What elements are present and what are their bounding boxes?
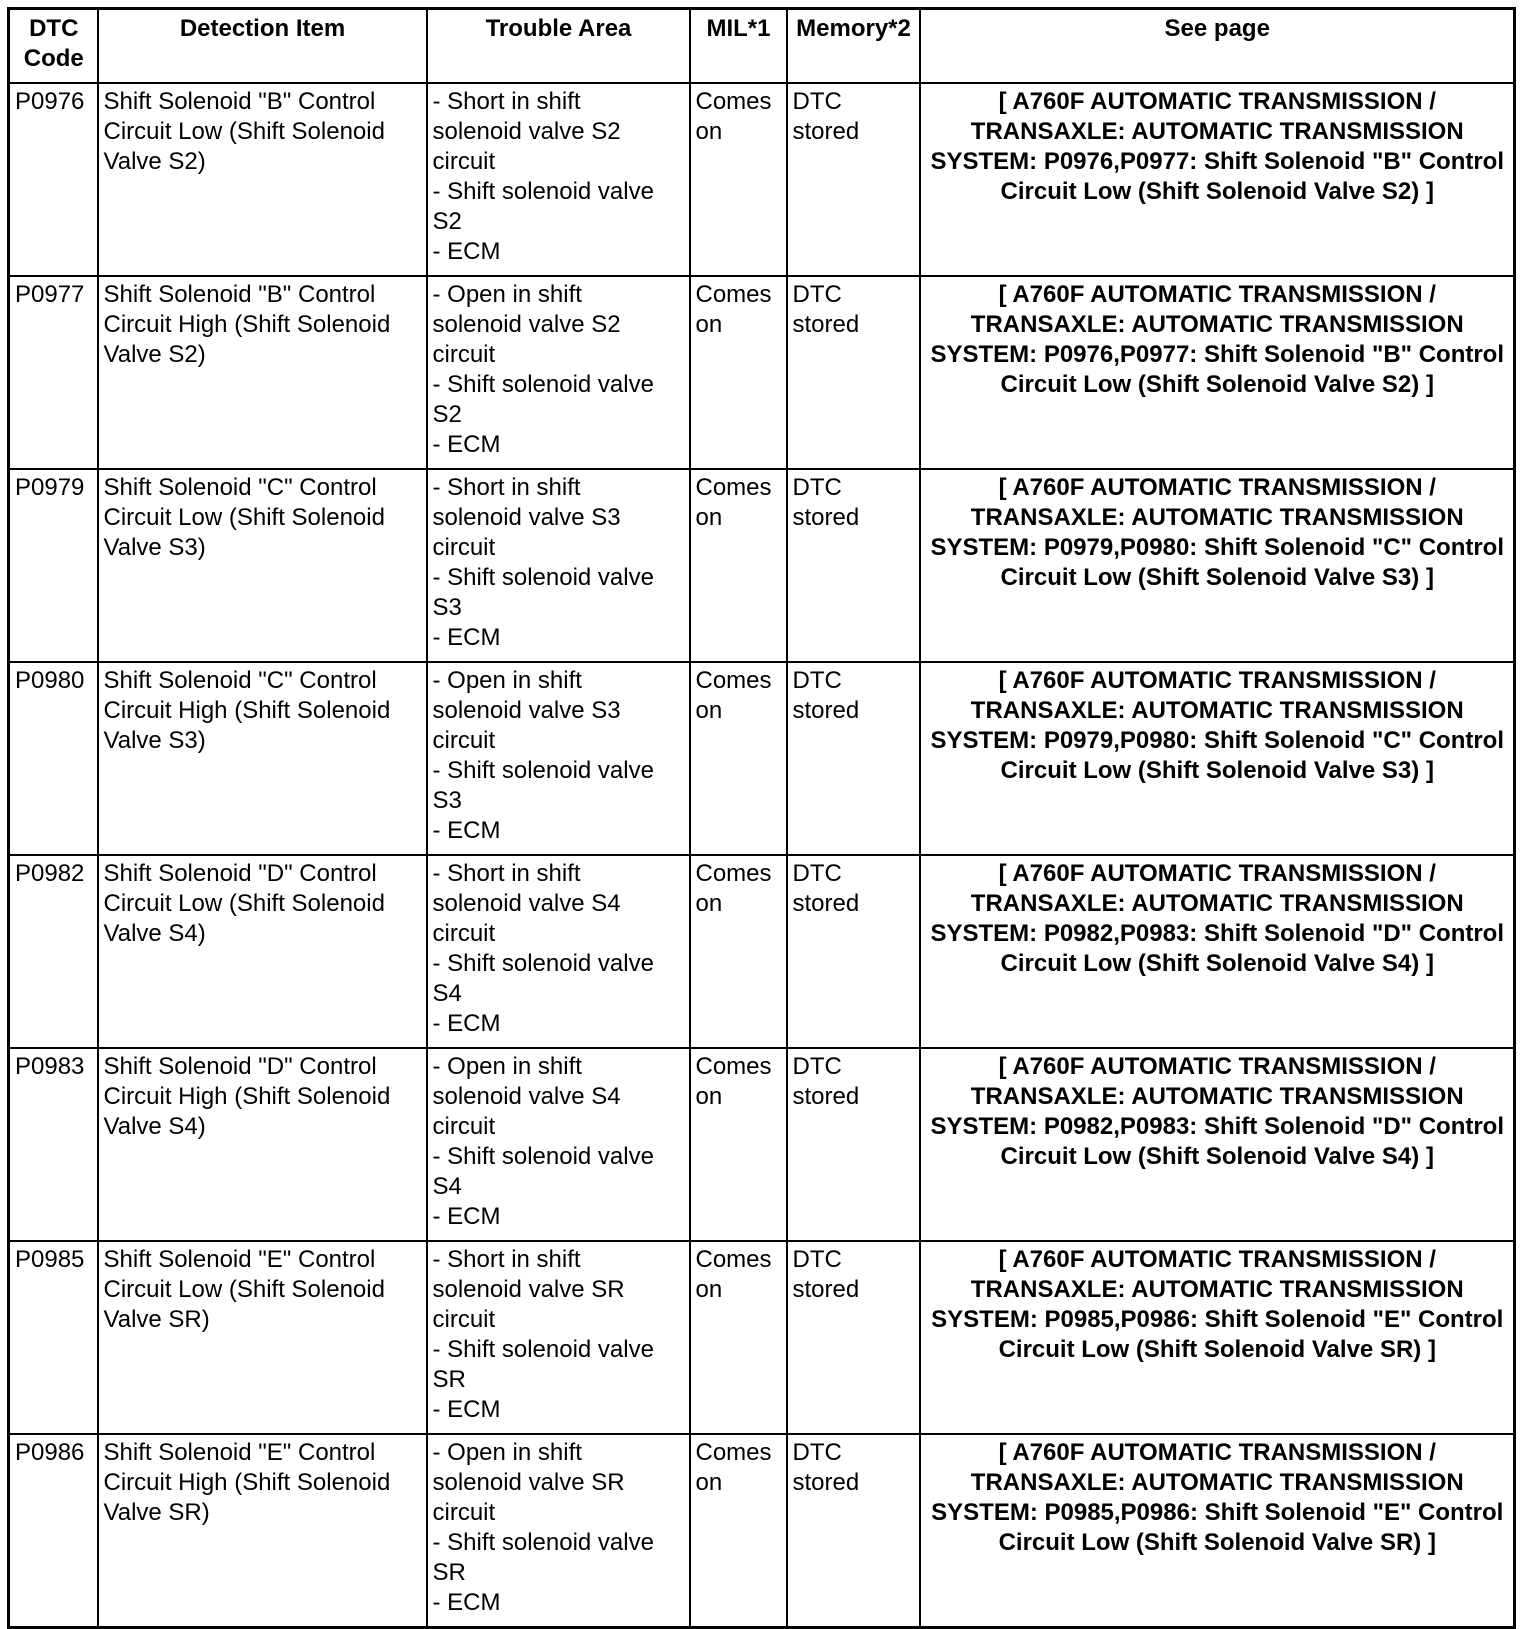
trouble-area-line: - Open in shift bbox=[432, 1439, 582, 1466]
trouble-area-line: solenoid valve S3 bbox=[432, 504, 621, 531]
header-trouble-area: Trouble Area bbox=[427, 9, 690, 84]
trouble-area-line: - ECM bbox=[432, 1203, 501, 1230]
trouble-area-line: - Short in shift bbox=[432, 474, 581, 501]
trouble-area-line: - Shift solenoid valve bbox=[432, 950, 654, 977]
see-page-link: [ A760F AUTOMATIC TRANSMISSION / TRANSAXLE: AUTOMATIC TRANSMISSION SYSTEM: P0976,P0977: Shift Solenoid "B" Control Circuit Low (Shift Solenoid Valve S2) ] bbox=[920, 276, 1515, 469]
header-mil: MIL*1 bbox=[690, 9, 787, 84]
mil-cell: Comes on bbox=[690, 855, 787, 1048]
trouble-area-line: S2 bbox=[432, 401, 462, 428]
memory-cell: DTC stored bbox=[787, 276, 920, 469]
dtc-code-cell: P0986 bbox=[9, 1434, 98, 1627]
see-page-link: [ A760F AUTOMATIC TRANSMISSION / TRANSAXLE: AUTOMATIC TRANSMISSION SYSTEM: P0985,P0986: Shift Solenoid "E" Control Circuit Low (Shift Solenoid Valve SR) ] bbox=[920, 1241, 1515, 1434]
trouble-area-line: solenoid valve SR bbox=[432, 1469, 625, 1496]
dtc-table bbox=[7, 7, 1516, 1629]
header-detection-item: Detection Item bbox=[98, 9, 427, 84]
dtc-code-cell: P0976 bbox=[9, 83, 98, 276]
mil-cell: Comes on bbox=[690, 276, 787, 469]
trouble-area-line: - Shift solenoid valve bbox=[432, 564, 654, 591]
trouble-area-line: - Short in shift bbox=[432, 88, 581, 115]
trouble-area-line: - Shift solenoid valve bbox=[432, 178, 654, 205]
trouble-area-line: circuit bbox=[432, 1113, 496, 1140]
trouble-area-line: - Short in shift bbox=[432, 1246, 581, 1273]
detection-item-cell: Shift Solenoid "C" Control Circuit High (Shift Solenoid Valve S3) bbox=[98, 662, 427, 855]
trouble-area-line: S4 bbox=[432, 1173, 462, 1200]
trouble-area-line: S3 bbox=[432, 787, 462, 814]
trouble-area-line: solenoid valve S2 bbox=[432, 118, 621, 145]
trouble-area-line: circuit bbox=[432, 727, 496, 754]
mil-cell: Comes on bbox=[690, 662, 787, 855]
header-memory: Memory*2 bbox=[787, 9, 920, 84]
see-page-link: [ A760F AUTOMATIC TRANSMISSION / TRANSAXLE: AUTOMATIC TRANSMISSION SYSTEM: P0976,P0977: Shift Solenoid "B" Control Circuit Low (Shift Solenoid Valve S2) ] bbox=[920, 83, 1515, 276]
trouble-area-line: S2 bbox=[432, 208, 462, 235]
trouble-area-line: - Shift solenoid valve bbox=[432, 1529, 654, 1556]
trouble-area-line: S3 bbox=[432, 594, 462, 621]
trouble-area-line: - ECM bbox=[432, 624, 501, 651]
trouble-area-line: SR bbox=[432, 1559, 466, 1586]
dtc-code-cell: P0980 bbox=[9, 662, 98, 855]
trouble-area-line: - Shift solenoid valve bbox=[432, 1143, 654, 1170]
trouble-area-line: solenoid valve S4 bbox=[432, 1083, 621, 1110]
dtc-code-cell: P0977 bbox=[9, 276, 98, 469]
trouble-area-cell bbox=[427, 1434, 690, 1627]
trouble-area-line: circuit bbox=[432, 341, 496, 368]
see-page-link: [ A760F AUTOMATIC TRANSMISSION / TRANSAXLE: AUTOMATIC TRANSMISSION SYSTEM: P0979,P0980: Shift Solenoid "C" Control Circuit Low (Shift Solenoid Valve S3) ] bbox=[920, 469, 1515, 662]
trouble-area-line: - ECM bbox=[432, 1589, 501, 1616]
trouble-area-cell bbox=[427, 469, 690, 662]
dtc-code-cell: P0983 bbox=[9, 1048, 98, 1241]
table-row bbox=[9, 1048, 1515, 1241]
see-page-link: [ A760F AUTOMATIC TRANSMISSION / TRANSAXLE: AUTOMATIC TRANSMISSION SYSTEM: P0982,P0983: Shift Solenoid "D" Control Circuit Low (Shift Solenoid Valve S4) ] bbox=[920, 855, 1515, 1048]
table-row bbox=[9, 276, 1515, 469]
trouble-area-line: solenoid valve S4 bbox=[432, 890, 621, 917]
header-see-page: See page bbox=[920, 9, 1515, 84]
trouble-area-line: - Shift solenoid valve bbox=[432, 371, 654, 398]
trouble-area-line: - Shift solenoid valve bbox=[432, 757, 654, 784]
trouble-area-cell bbox=[427, 1241, 690, 1434]
trouble-area-cell bbox=[427, 662, 690, 855]
dtc-code-cell: P0982 bbox=[9, 855, 98, 1048]
see-page-link: [ A760F AUTOMATIC TRANSMISSION / TRANSAXLE: AUTOMATIC TRANSMISSION SYSTEM: P0982,P0983: Shift Solenoid "D" Control Circuit Low (Shift Solenoid Valve S4) ] bbox=[920, 1048, 1515, 1241]
trouble-area-line: - ECM bbox=[432, 1396, 501, 1423]
table-row bbox=[9, 83, 1515, 276]
trouble-area-line: - ECM bbox=[432, 1010, 501, 1037]
dtc-code-cell: P0985 bbox=[9, 1241, 98, 1434]
trouble-area-line: circuit bbox=[432, 1499, 496, 1526]
detection-item-cell: Shift Solenoid "E" Control Circuit High (Shift Solenoid Valve SR) bbox=[98, 1434, 427, 1627]
trouble-area-line: circuit bbox=[432, 534, 496, 561]
trouble-area-line: S4 bbox=[432, 980, 462, 1007]
trouble-area-cell bbox=[427, 855, 690, 1048]
table-row bbox=[9, 469, 1515, 662]
table-row bbox=[9, 1241, 1515, 1434]
trouble-area-line: SR bbox=[432, 1366, 466, 1393]
see-page-link: [ A760F AUTOMATIC TRANSMISSION / TRANSAXLE: AUTOMATIC TRANSMISSION SYSTEM: P0979,P0980: Shift Solenoid "C" Control Circuit Low (Shift Solenoid Valve S3) ] bbox=[920, 662, 1515, 855]
detection-item-cell: Shift Solenoid "B" Control Circuit Low (Shift Solenoid Valve S2) bbox=[98, 83, 427, 276]
memory-cell: DTC stored bbox=[787, 1434, 920, 1627]
detection-item-cell: Shift Solenoid "D" Control Circuit Low (Shift Solenoid Valve S4) bbox=[98, 855, 427, 1048]
see-page-link: [ A760F AUTOMATIC TRANSMISSION / TRANSAXLE: AUTOMATIC TRANSMISSION SYSTEM: P0985,P0986: Shift Solenoid "E" Control Circuit Low (Shift Solenoid Valve SR) ] bbox=[920, 1434, 1515, 1627]
table-header-row bbox=[9, 9, 1515, 84]
trouble-area-line: solenoid valve SR bbox=[432, 1276, 625, 1303]
dtc-code-cell: P0979 bbox=[9, 469, 98, 662]
mil-cell: Comes on bbox=[690, 1241, 787, 1434]
table-row bbox=[9, 662, 1515, 855]
memory-cell: DTC stored bbox=[787, 83, 920, 276]
table-body bbox=[9, 83, 1515, 1627]
mil-cell: Comes on bbox=[690, 1048, 787, 1241]
memory-cell: DTC stored bbox=[787, 855, 920, 1048]
trouble-area-line: solenoid valve S2 bbox=[432, 311, 621, 338]
table-row bbox=[9, 1434, 1515, 1627]
detection-item-cell: Shift Solenoid "B" Control Circuit High (Shift Solenoid Valve S2) bbox=[98, 276, 427, 469]
trouble-area-line: - Open in shift bbox=[432, 667, 582, 694]
trouble-area-line: circuit bbox=[432, 1306, 496, 1333]
trouble-area-line: circuit bbox=[432, 148, 496, 175]
trouble-area-line: - Short in shift bbox=[432, 860, 581, 887]
memory-cell: DTC stored bbox=[787, 1241, 920, 1434]
mil-cell: Comes on bbox=[690, 1434, 787, 1627]
memory-cell: DTC stored bbox=[787, 469, 920, 662]
trouble-area-cell bbox=[427, 276, 690, 469]
trouble-area-line: - Open in shift bbox=[432, 1053, 582, 1080]
trouble-area-line: - Shift solenoid valve bbox=[432, 1336, 654, 1363]
table-row bbox=[9, 855, 1515, 1048]
detection-item-cell: Shift Solenoid "C" Control Circuit Low (Shift Solenoid Valve S3) bbox=[98, 469, 427, 662]
memory-cell: DTC stored bbox=[787, 1048, 920, 1241]
trouble-area-line: - ECM bbox=[432, 238, 501, 265]
trouble-area-cell bbox=[427, 83, 690, 276]
trouble-area-cell bbox=[427, 1048, 690, 1241]
detection-item-cell: Shift Solenoid "E" Control Circuit Low (Shift Solenoid Valve SR) bbox=[98, 1241, 427, 1434]
detection-item-cell: Shift Solenoid "D" Control Circuit High (Shift Solenoid Valve S4) bbox=[98, 1048, 427, 1241]
trouble-area-line: - ECM bbox=[432, 431, 501, 458]
mil-cell: Comes on bbox=[690, 83, 787, 276]
trouble-area-line: - Open in shift bbox=[432, 281, 582, 308]
trouble-area-line: circuit bbox=[432, 920, 496, 947]
header-dtc-code: DTC Code bbox=[9, 9, 98, 84]
mil-cell: Comes on bbox=[690, 469, 787, 662]
memory-cell: DTC stored bbox=[787, 662, 920, 855]
trouble-area-line: - ECM bbox=[432, 817, 501, 844]
trouble-area-line: solenoid valve S3 bbox=[432, 697, 621, 724]
